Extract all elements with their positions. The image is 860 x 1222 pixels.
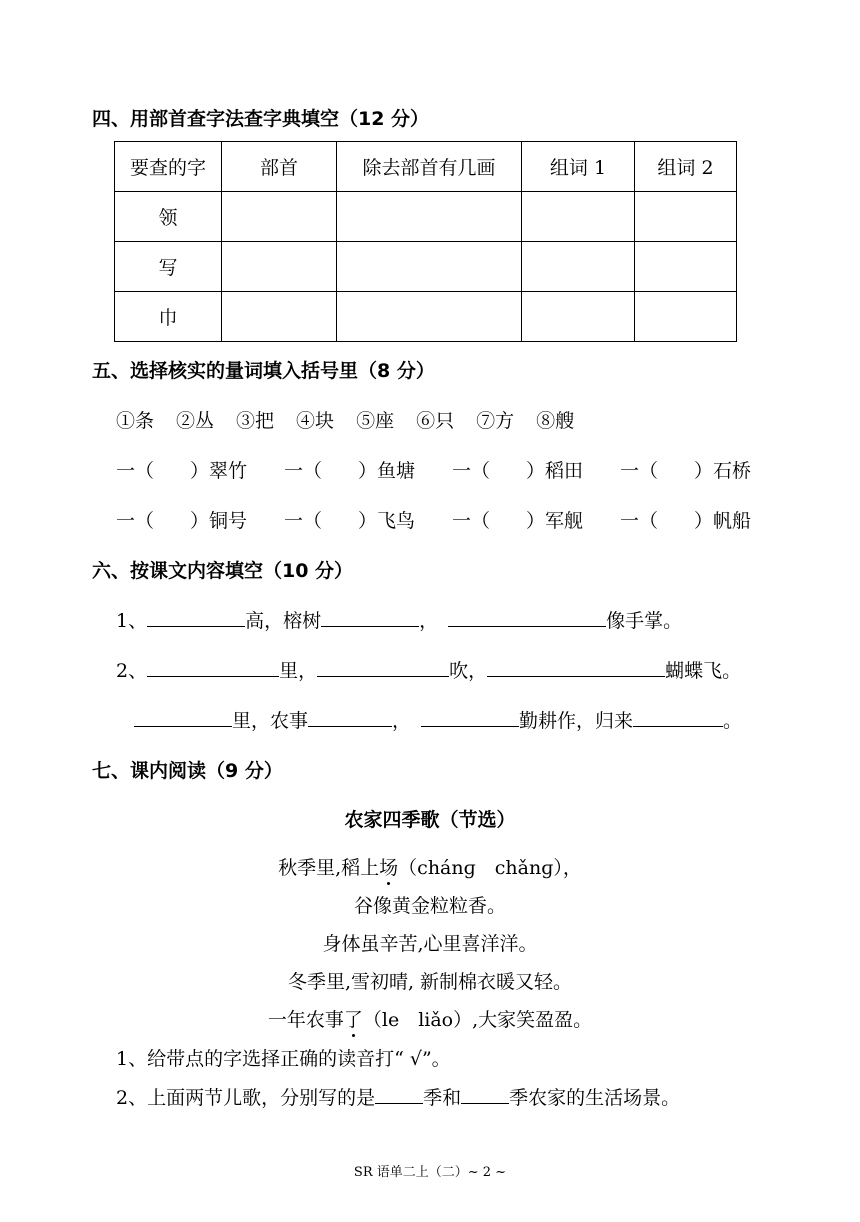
answer-blank[interactable] xyxy=(375,1085,423,1104)
option: ⑦方 xyxy=(476,410,515,432)
text: 里， xyxy=(279,660,318,682)
question-2 xyxy=(116,1083,680,1110)
measure-word-options xyxy=(116,406,596,433)
table-header-row xyxy=(115,142,737,192)
answer-blank[interactable] xyxy=(321,608,419,627)
table-row xyxy=(115,192,737,242)
char-cell: 领 xyxy=(115,192,222,242)
answer-cell[interactable] xyxy=(635,292,737,342)
answer-blank[interactable] xyxy=(461,1085,509,1104)
section-6-title: 六、按课文内容填空（10 分） xyxy=(92,560,354,582)
close-paren: ） xyxy=(358,510,378,532)
item-number: 2、 xyxy=(116,660,148,682)
one-paren: 一（ xyxy=(116,460,155,482)
section-4-title: 四、用部首查字法查字典填空（12 分） xyxy=(92,108,430,130)
close-paren: ） xyxy=(526,460,546,482)
fill-item xyxy=(452,456,583,483)
fill-item xyxy=(116,506,247,533)
text: 一年农事 xyxy=(267,1009,344,1031)
one-paren: 一（ xyxy=(284,510,323,532)
answer-cell[interactable] xyxy=(522,192,635,242)
option: ①条 xyxy=(116,410,155,432)
poem-line: 身体虽辛苦,心里喜洋洋。 xyxy=(322,933,538,955)
question-1: 1、给带点的字选择正确的读音打“ √”。 xyxy=(116,1048,451,1070)
answer-cell[interactable] xyxy=(337,192,522,242)
option: ⑥只 xyxy=(416,410,455,432)
dotted-char: 了 xyxy=(343,1009,363,1031)
fill-item xyxy=(452,506,583,533)
table-header: 组词 1 xyxy=(522,142,635,192)
table-row xyxy=(115,292,737,342)
answer-blank[interactable] xyxy=(448,608,606,627)
table-header: 部首 xyxy=(222,142,337,192)
poem-line: 谷像黄金粒粒香。 xyxy=(353,895,506,917)
noun: 飞鸟 xyxy=(377,510,416,532)
fill-item xyxy=(620,506,751,533)
answer-cell[interactable] xyxy=(222,242,337,292)
text: 季和 xyxy=(423,1087,462,1109)
answer-blank[interactable] xyxy=(487,658,665,677)
answer-blank[interactable] xyxy=(633,708,723,727)
answer-cell[interactable] xyxy=(222,292,337,342)
one-paren: 一（ xyxy=(620,510,659,532)
close-paren: ） xyxy=(694,460,714,482)
section-5-title: 五、选择核实的量词填入括号里（8 分） xyxy=(92,360,435,382)
fill-line-1 xyxy=(116,606,682,633)
option: ④块 xyxy=(296,410,335,432)
fill-line-3 xyxy=(134,706,742,733)
text: 高，榕树 xyxy=(245,610,322,632)
text: 2、上面两节儿歌，分别写的是 xyxy=(116,1087,376,1109)
one-paren: 一（ xyxy=(116,510,155,532)
text: 像手掌。 xyxy=(606,610,683,632)
table-row xyxy=(115,242,737,292)
noun: 翠竹 xyxy=(209,460,248,482)
option: ③把 xyxy=(236,410,275,432)
text: 蝴蝶飞。 xyxy=(665,660,742,682)
page-footer: SR 语单二上（二）~ 2 ~ xyxy=(353,1165,507,1180)
poem-line: 冬季里,雪初晴, 新制棉衣暖又轻。 xyxy=(287,971,573,993)
text: 秋季里,稻上 xyxy=(278,857,380,879)
answer-cell[interactable] xyxy=(635,242,737,292)
table-header: 组词 2 xyxy=(635,142,737,192)
poem-title: 农家四季歌（节选） xyxy=(344,809,516,831)
char-cell: 巾 xyxy=(115,292,222,342)
one-paren: 一（ xyxy=(452,460,491,482)
dictionary-table xyxy=(114,141,737,342)
one-paren: 一（ xyxy=(620,460,659,482)
text: 吹， xyxy=(449,660,488,682)
close-paren: ） xyxy=(358,460,378,482)
answer-cell[interactable] xyxy=(635,192,737,242)
text: 里，农事 xyxy=(232,710,309,732)
poem-line xyxy=(0,853,860,880)
noun: 军舰 xyxy=(545,510,584,532)
text: 。 xyxy=(723,710,743,732)
pinyin-options: （le liǎo）,大家笑盈盈。 xyxy=(362,1009,593,1031)
poem-line xyxy=(0,1005,860,1032)
pinyin-options: （chánɡ chǎnɡ）， xyxy=(398,857,582,879)
noun: 石桥 xyxy=(713,460,752,482)
fill-line-2 xyxy=(116,656,741,683)
close-paren: ） xyxy=(694,510,714,532)
answer-cell[interactable] xyxy=(337,292,522,342)
answer-cell[interactable] xyxy=(522,292,635,342)
one-paren: 一（ xyxy=(284,460,323,482)
char-cell: 写 xyxy=(115,242,222,292)
answer-blank[interactable] xyxy=(308,708,392,727)
option: ⑤座 xyxy=(356,410,395,432)
section-7-title: 七、课内阅读（9 分） xyxy=(92,760,283,782)
text: 勤耕作，归来 xyxy=(519,710,634,732)
fill-item xyxy=(284,506,415,533)
option: ⑧艘 xyxy=(536,410,575,432)
table-header: 要查的字 xyxy=(115,142,222,192)
answer-blank[interactable] xyxy=(134,708,232,727)
answer-blank[interactable] xyxy=(147,658,279,677)
noun: 铜号 xyxy=(209,510,248,532)
answer-blank[interactable] xyxy=(317,658,449,677)
close-paren: ） xyxy=(190,510,210,532)
answer-blank[interactable] xyxy=(421,708,519,727)
item-number: 1、 xyxy=(116,610,148,632)
close-paren: ） xyxy=(190,460,210,482)
fill-item xyxy=(284,456,415,483)
fill-item xyxy=(116,456,247,483)
noun: 鱼塘 xyxy=(377,460,416,482)
answer-cell[interactable] xyxy=(522,242,635,292)
text: ， xyxy=(392,710,412,732)
table-header: 除去部首有几画 xyxy=(337,142,522,192)
answer-cell[interactable] xyxy=(337,242,522,292)
fill-item xyxy=(620,456,751,483)
close-paren: ） xyxy=(526,510,546,532)
noun: 稻田 xyxy=(545,460,584,482)
text: ， xyxy=(419,610,439,632)
one-paren: 一（ xyxy=(452,510,491,532)
answer-cell[interactable] xyxy=(222,192,337,242)
option: ②丛 xyxy=(176,410,215,432)
answer-blank[interactable] xyxy=(147,608,245,627)
text: 季农家的生活场景。 xyxy=(509,1087,681,1109)
noun: 帆船 xyxy=(713,510,752,532)
dotted-char: 场 xyxy=(379,857,399,879)
